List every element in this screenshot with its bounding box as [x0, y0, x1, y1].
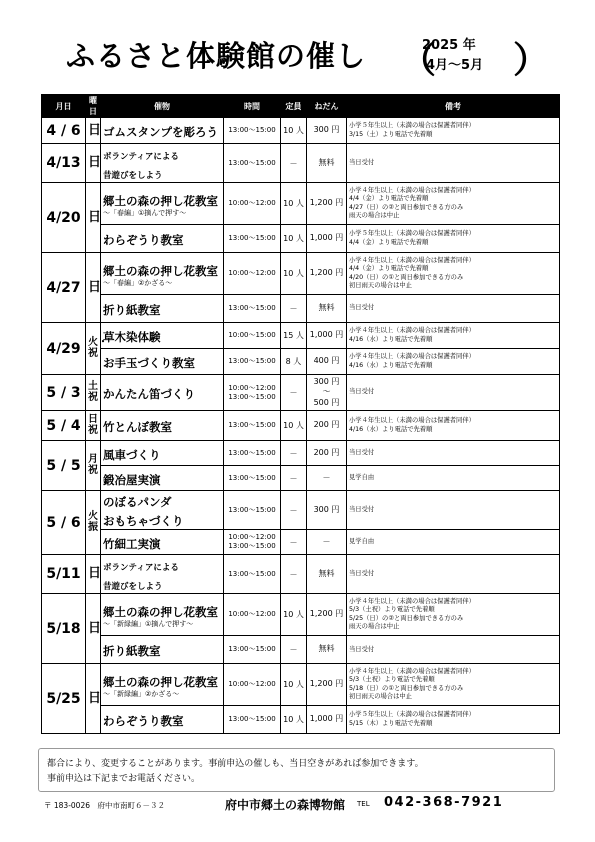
event-name: 竹細工実演 [103, 536, 161, 551]
dow-cell: 日 [86, 144, 101, 183]
page-title: ふるさと体験館の催し [66, 39, 367, 73]
capacity-cell: 10 人 [281, 706, 307, 734]
schedule-table [41, 94, 560, 734]
time-cell: 13:00～15:00 [224, 441, 281, 466]
date-cell: 5 / 3 [42, 375, 86, 411]
time-cell: 10:00～12:00 [224, 594, 281, 636]
time-cell: 10:00～12:00 [224, 664, 281, 706]
table-row [42, 706, 560, 734]
time-cell: 13:00～15:00 [224, 555, 281, 594]
price-cell: 1,000 円 [307, 706, 347, 734]
notice-line-2: 事前申込は下記までお電話ください。 [47, 774, 201, 784]
table-row [42, 375, 560, 411]
event-cell [101, 225, 224, 253]
price-cell: 400 円 [307, 349, 347, 375]
event-name: 郷土の森の押し花教室 [103, 674, 218, 689]
time-cell: 13:00～15:00 [224, 491, 281, 530]
dow-cell: 日 [86, 664, 101, 734]
date-cell: 4 / 6 [42, 118, 86, 144]
date-cell: 5 / 5 [42, 441, 86, 491]
event-subtitle: ～「春編」①摘んで押す～ [103, 208, 187, 217]
capacity-cell: － [281, 466, 307, 491]
price-cell: 無料 [307, 555, 347, 594]
event-cell [101, 491, 224, 530]
table-row [42, 466, 560, 491]
event-name: お手玉づくり教室 [103, 356, 195, 371]
price-cell: 無料 [307, 144, 347, 183]
event-name: 郷土の森の押し花教室 [103, 263, 218, 278]
dow-cell: 日 [86, 555, 101, 594]
price-cell: － [307, 530, 347, 555]
time-cell: 13:00～15:00 [224, 295, 281, 323]
date-cell: 5 / 6 [42, 491, 86, 555]
dow-cell: 日 [86, 253, 101, 323]
dow-cell: 日祝 [86, 411, 101, 441]
event-cell [101, 253, 224, 295]
capacity-cell: 10 人 [281, 664, 307, 706]
event-cell [101, 323, 224, 349]
event-name: 鍛冶屋実演 [103, 472, 161, 487]
event-name: 風車づくり [103, 447, 161, 462]
note-cell: 当日受付 [347, 375, 560, 411]
telephone-number: 042-368-7921 [384, 795, 504, 810]
time-cell: 10:00～12:00 [224, 183, 281, 225]
dow-cell: 火振 [86, 491, 101, 555]
notice-line-1: 都合により、変更することがあります。事前申込の催しも、当日空きがあれば参加できます。 [47, 759, 424, 769]
price-cell: 1,200 円 [307, 664, 347, 706]
event-cell [101, 706, 224, 734]
dow-cell: 日 [86, 594, 101, 664]
time-cell: 13:00～15:00 [224, 636, 281, 664]
event-name: 竹とんぼ教室 [103, 420, 172, 435]
capacity-cell: 10 人 [281, 253, 307, 295]
time-cell: 13:00～15:00 [224, 349, 281, 375]
table-row [42, 491, 560, 530]
price-cell: 1,000 円 [307, 323, 347, 349]
time-cell: 10:00～15:00 [224, 323, 281, 349]
note-cell: 小学４年生以上（未満の場合は保護者同伴） 4/4（金）より電話で先着順 4/20（日）の①と両日参加できる方のみ 初日雨天の場合は中止 [347, 253, 560, 295]
event-name: わらぞうり教室 [103, 233, 184, 248]
price-cell: 1,200 円 [307, 594, 347, 636]
event-name: 草木染体験 [103, 330, 161, 345]
event-name: ゴムスタンプを彫ろう [103, 125, 218, 139]
date-cell: 5/25 [42, 664, 86, 734]
paren-open: （ [400, 40, 437, 81]
date-cell: 5/18 [42, 594, 86, 664]
event-name: 郷土の森の押し花教室 [103, 604, 218, 619]
date-cell: 4/20 [42, 183, 86, 253]
note-cell: 小学４年生以上（未満の場合は保護者同伴） 4/4（金）より電話で先着順 4/27（日）の②と両日参加できる方のみ 雨天の場合は中止 [347, 183, 560, 225]
table-row [42, 253, 560, 295]
date-cell: 4/29 [42, 323, 86, 375]
capacity-cell: 10 人 [281, 594, 307, 636]
col-capacity-header: 定員 [281, 95, 307, 118]
date-cell: 5 / 4 [42, 411, 86, 441]
postal-address: 〒 183-0026 府中市南町６－３２ [44, 801, 165, 810]
event-cell [101, 530, 224, 555]
capacity-cell: － [281, 555, 307, 594]
note-cell: 小学４年生以上（未満の場合は保護者同伴） 5/3（土祝）より電話で先着順 5/25（日）の②と両日参加できる方のみ 雨天の場合は中止 [347, 594, 560, 636]
capacity-cell: 10 人 [281, 183, 307, 225]
price-cell: 200 円 [307, 441, 347, 466]
time-cell: 13:00～15:00 [224, 466, 281, 491]
event-cell [101, 411, 224, 441]
dow-cell: 月祝 [86, 441, 101, 491]
note-cell: 小学４年生以上（未満の場合は保護者同伴） 4/16（水）より電話で先着順 [347, 349, 560, 375]
capacity-cell: － [281, 295, 307, 323]
capacity-cell: 10 人 [281, 411, 307, 441]
table-row [42, 323, 560, 349]
table-row [42, 530, 560, 555]
tel-label: TEL [357, 800, 370, 808]
table-row [42, 636, 560, 664]
header-row [42, 95, 560, 118]
note-cell: 小学５年生以上（未満の場合は保護者同伴） 4/4（金）より電話で先着順 [347, 225, 560, 253]
table-row [42, 664, 560, 706]
note-cell: 当日受付 [347, 295, 560, 323]
price-cell: － [307, 466, 347, 491]
notice-box [38, 748, 555, 792]
capacity-cell: 8 人 [281, 349, 307, 375]
event-cell [101, 441, 224, 466]
time-cell: 13:00～15:00 [224, 706, 281, 734]
price-cell: 1,000 円 [307, 225, 347, 253]
dow-cell: 日 [86, 118, 101, 144]
table-row [42, 225, 560, 253]
time-cell: 13:00～15:00 [224, 118, 281, 144]
price-cell: 300 円 ～ 500 円 [307, 375, 347, 411]
table-row [42, 349, 560, 375]
time-cell: 13:00～15:00 [224, 225, 281, 253]
event-subtitle: ～「新緑編」②かざる～ [103, 689, 180, 698]
capacity-cell: － [281, 441, 307, 466]
event-cell [101, 144, 224, 183]
table-row [42, 441, 560, 466]
dow-cell: 土祝 [86, 375, 101, 411]
capacity-cell: － [281, 530, 307, 555]
date-cell: 4/27 [42, 253, 86, 323]
time-cell: 10:00～12:00 13:00～15:00 [224, 375, 281, 411]
event-name: 折り紙教室 [103, 303, 161, 318]
museum-name: 府中市郷土の森博物館 [225, 798, 346, 812]
event-name: ボランティアによる 昔遊びをしよう [103, 152, 179, 182]
table-row [42, 594, 560, 636]
price-cell: 無料 [307, 295, 347, 323]
event-cell [101, 636, 224, 664]
event-subtitle: ～「新緑編」①摘んで押す～ [103, 619, 194, 628]
event-name: かんたん笛づくり [103, 387, 195, 402]
capacity-cell: － [281, 491, 307, 530]
table-row [42, 555, 560, 594]
note-cell: 当日受付 [347, 636, 560, 664]
time-cell: 13:00～15:00 [224, 144, 281, 183]
capacity-cell: － [281, 636, 307, 664]
date-cell: 5/11 [42, 555, 86, 594]
price-cell: 200 円 [307, 411, 347, 441]
col-price-header: ねだん [307, 95, 347, 118]
event-name: 郷土の森の押し花教室 [103, 193, 218, 208]
note-cell: 当日受付 [347, 491, 560, 530]
event-cell [101, 555, 224, 594]
price-cell: 無料 [307, 636, 347, 664]
event-cell [101, 664, 224, 706]
time-cell: 13:00～15:00 [224, 411, 281, 441]
dow-cell: 日 [86, 183, 101, 253]
table-row [42, 295, 560, 323]
paren-close: ） [513, 40, 550, 81]
date-cell: 4/13 [42, 144, 86, 183]
table-row [42, 411, 560, 441]
note-cell: 小学５年生以上（未満の場合は保護者同伴） 5/15（木）より電話で先着順 [347, 706, 560, 734]
time-cell: 10:00～12:00 13:00～15:00 [224, 530, 281, 555]
event-name: 折り紙教室 [103, 644, 161, 659]
time-cell: 10:00～12:00 [224, 253, 281, 295]
capacity-cell: － [281, 375, 307, 411]
capacity-cell: － [281, 144, 307, 183]
title-block [0, 30, 595, 80]
col-dow-header: 曜日 [86, 95, 101, 118]
table-row [42, 118, 560, 144]
note-cell: 当日受付 [347, 144, 560, 183]
col-event-header: 催物 [101, 95, 224, 118]
col-time-header: 時間 [224, 95, 281, 118]
price-cell: 1,200 円 [307, 183, 347, 225]
event-cell [101, 349, 224, 375]
note-cell: 小学４年生以上（未満の場合は保護者同伴） 5/3（土祝）より電話で先着順 5/18（日）の①と両日参加できる方のみ 初日雨天の場合は中止 [347, 664, 560, 706]
event-name: ボランティアによる 昔遊びをしよう [103, 563, 179, 593]
event-name: わらぞうり教室 [103, 714, 184, 729]
col-note-header: 備考 [347, 95, 560, 118]
note-cell: 見学自由 [347, 466, 560, 491]
capacity-cell: 10 人 [281, 118, 307, 144]
event-cell [101, 183, 224, 225]
note-cell: 当日受付 [347, 441, 560, 466]
event-cell [101, 594, 224, 636]
event-subtitle: ～「春編」②かざる～ [103, 278, 173, 287]
dow-cell: 火・祝 [86, 323, 101, 375]
event-cell [101, 466, 224, 491]
capacity-cell: 15 人 [281, 323, 307, 349]
event-cell [101, 375, 224, 411]
price-cell: 300 円 [307, 118, 347, 144]
event-cell [101, 295, 224, 323]
note-cell: 当日受付 [347, 555, 560, 594]
price-cell: 300 円 [307, 491, 347, 530]
table-row [42, 183, 560, 225]
period-year: 2025 年 [422, 38, 476, 53]
note-cell: 小学４年生以上（未満の場合は保護者同伴） 4/16（水）より電話で先着順 [347, 411, 560, 441]
note-cell: 見学自由 [347, 530, 560, 555]
col-date-header: 月日 [42, 95, 86, 118]
price-cell: 1,200 円 [307, 253, 347, 295]
table-row [42, 144, 560, 183]
period-months: 4月～5月 [426, 58, 484, 73]
capacity-cell: 10 人 [281, 225, 307, 253]
event-name: のぼるパンダ おもちゃづくり [103, 495, 184, 529]
note-cell: 小学５年生以上（未満の場合は保護者同伴） 3/15（土）より電話で先着順 [347, 118, 560, 144]
event-cell [101, 118, 224, 144]
note-cell: 小学４年生以上（未満の場合は保護者同伴） 4/16（水）より電話で先着順 [347, 323, 560, 349]
